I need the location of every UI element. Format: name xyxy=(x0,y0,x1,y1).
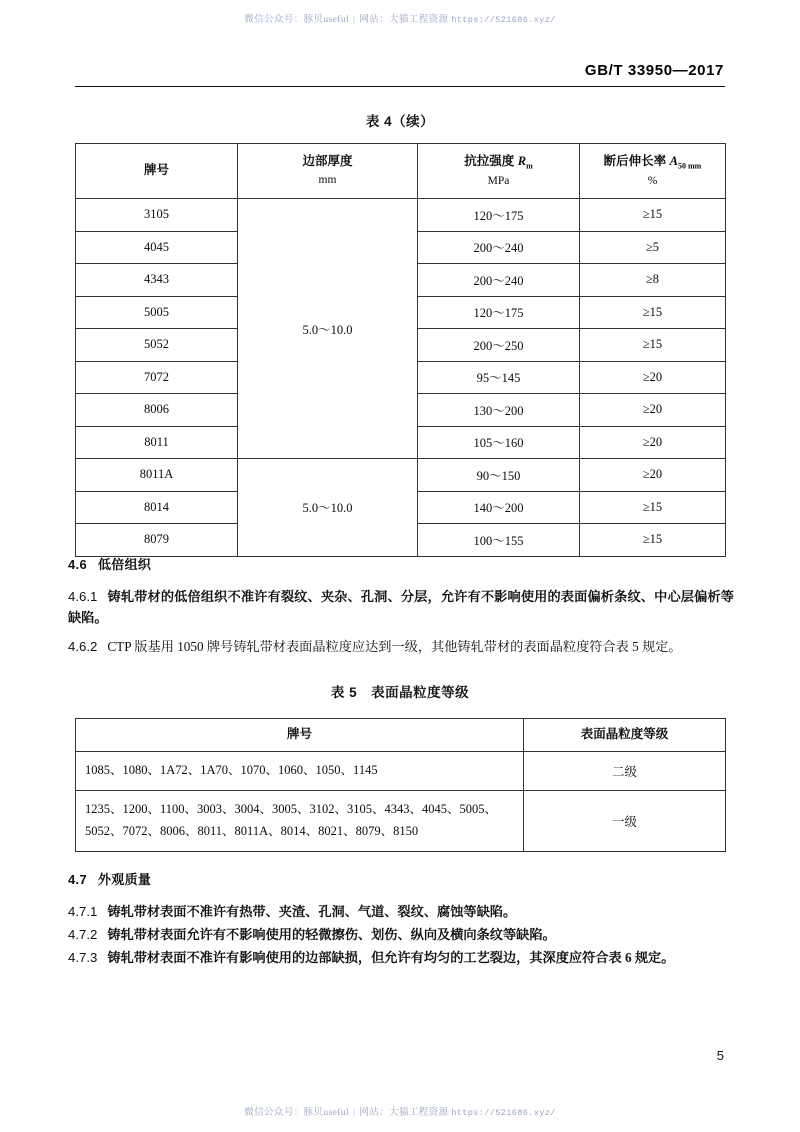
paragraph-4-6-1-number: 4.6.1 xyxy=(68,589,98,604)
watermark-separator: | xyxy=(353,1108,356,1118)
paragraph-4-7-3-text: 铸轧带材表面不准许有影响使用的边部缺损，但允许有均匀的工艺裂边，其深度应符合表 6 规定。 xyxy=(107,950,675,965)
cell-grade: 8014 xyxy=(76,491,238,524)
watermark-site: 网站：大猫工程资源 xyxy=(359,1108,449,1118)
cell-tensile: 120～175 xyxy=(418,296,580,329)
paragraph-4-7-2 xyxy=(68,924,734,945)
paragraph-4-7-1 xyxy=(68,901,734,922)
cell-grain-level: 二级 xyxy=(524,752,726,791)
table4-col-thickness-unit: mm xyxy=(318,173,337,186)
table-row xyxy=(76,199,726,232)
watermark-site: 网站：大猫工程资源 xyxy=(359,15,449,25)
cell-elongation: ≥20 xyxy=(580,459,726,492)
table4-col-grade-title: 牌号 xyxy=(143,163,169,178)
cell-tensile: 200～250 xyxy=(418,329,580,362)
cell-elongation: ≥15 xyxy=(580,524,726,557)
cell-elongation: ≥20 xyxy=(580,426,726,459)
cell-grain-level: 一级 xyxy=(524,791,726,852)
cell-grade: 8006 xyxy=(76,394,238,427)
watermark-wechat: 微信公众号：豚贝useful xyxy=(244,15,350,25)
cell-grade: 8011A xyxy=(76,459,238,492)
cell-grade-list: 1235、1200、1100、3003、3004、3005、3102、3105、4343、4045、5005、5052、7072、8006、8011、8011A、8014、8021、8079、8150 xyxy=(76,791,524,852)
cell-tensile: 120～175 xyxy=(418,199,580,232)
paragraph-4-6-1 xyxy=(68,586,734,629)
table-4-mechanical-properties xyxy=(75,143,726,557)
table4-col-thickness-title: 边部厚度 xyxy=(302,154,353,169)
table4-col-elongation-unit: % xyxy=(647,174,658,187)
table-5-surface-grain-size xyxy=(75,718,726,852)
cell-tensile: 200～240 xyxy=(418,231,580,264)
cell-elongation: ≥20 xyxy=(580,394,726,427)
cell-grade-list: 1085、1080、1A72、1A70、1070、1060、1050、1145 xyxy=(76,752,524,791)
paragraph-4-6-2-text: CTP 版基用 1050 牌号铸轧带材表面晶粒度应达到一级，其他铸轧带材的表面晶粒度符合表 5 规定。 xyxy=(107,639,682,654)
paragraph-4-7-1-number: 4.7.1 xyxy=(68,904,98,919)
section-4-7-number: 4.7 xyxy=(68,872,87,887)
cell-tensile: 130～200 xyxy=(418,394,580,427)
cell-grade: 4045 xyxy=(76,231,238,264)
cell-grade: 5052 xyxy=(76,329,238,362)
table-row xyxy=(76,459,726,492)
cell-tensile: 90～150 xyxy=(418,459,580,492)
cell-grade: 7072 xyxy=(76,361,238,394)
cell-elongation: ≥15 xyxy=(580,296,726,329)
cell-grade: 4343 xyxy=(76,264,238,297)
section-4-7-title: 外观质量 xyxy=(97,872,152,887)
watermark-bottom xyxy=(0,1104,800,1118)
watermark-url: https://521686.xyz/ xyxy=(451,1108,556,1118)
table5-header-row xyxy=(76,719,726,752)
table4-caption: 表 4（续） xyxy=(365,114,435,129)
cell-thickness-group-1: 5.0～10.0 xyxy=(238,199,418,459)
cell-tensile: 100～155 xyxy=(418,524,580,557)
table5-col-level: 表面晶粒度等级 xyxy=(524,719,726,752)
page-number: 5 xyxy=(716,1048,724,1063)
table5-caption: 表 5 表面晶粒度等级 xyxy=(330,685,470,700)
cell-elongation: ≥15 xyxy=(580,329,726,362)
table-row xyxy=(76,752,726,791)
cell-elongation: ≥20 xyxy=(580,361,726,394)
paragraph-4-7-2-number: 4.7.2 xyxy=(68,927,98,942)
paragraph-4-7-2-text: 铸轧带材表面允许有不影响使用的轻微擦伤、划伤、纵向及横向条纹等缺陷。 xyxy=(107,927,556,942)
table5-body xyxy=(76,752,726,852)
cell-elongation: ≥5 xyxy=(580,231,726,264)
cell-elongation: ≥15 xyxy=(580,199,726,232)
watermark-wechat: 微信公众号：豚贝useful xyxy=(244,1108,350,1118)
cell-elongation: ≥8 xyxy=(580,264,726,297)
section-4-6-heading xyxy=(68,554,151,573)
cell-grade: 8011 xyxy=(76,426,238,459)
watermark-url: https://521686.xyz/ xyxy=(451,15,556,25)
section-4-6-title: 低倍组织 xyxy=(97,557,152,572)
table4-col-tensile: 抗拉强度 $R_m$ MPa xyxy=(418,144,580,199)
section-4-6-number: 4.6 xyxy=(68,557,87,572)
table4-col-elongation: 断后伸长率 $A_{50 mm}$ % xyxy=(580,144,726,199)
cell-tensile: 140～200 xyxy=(418,491,580,524)
paragraph-4-7-1-text: 铸轧带材表面不准许有热带、夹渣、孔洞、气道、裂纹、腐蚀等缺陷。 xyxy=(107,904,517,919)
cell-tensile: 200～240 xyxy=(418,264,580,297)
cell-grade: 3105 xyxy=(76,199,238,232)
watermark-separator: | xyxy=(353,15,356,25)
paragraph-4-6-2-number: 4.6.2 xyxy=(68,639,98,654)
cell-elongation: ≥15 xyxy=(580,491,726,524)
header-rule xyxy=(75,86,725,87)
cell-tensile: 95～145 xyxy=(418,361,580,394)
cell-tensile: 105～160 xyxy=(418,426,580,459)
paragraph-4-6-2 xyxy=(68,636,734,657)
table4-col-thickness xyxy=(238,144,418,199)
paragraph-4-7-3-number: 4.7.3 xyxy=(68,950,98,965)
paragraph-4-6-1-text: 铸轧带材的低倍组织不准许有裂纹、夹杂、孔洞、分层，允许有不影响使用的表面偏析条纹、中心层偏析等缺陷。 xyxy=(68,589,734,626)
cell-grade: 8079 xyxy=(76,524,238,557)
table5-col-grade: 牌号 xyxy=(76,719,524,752)
running-head-standard-code: GB/T 33950—2017 xyxy=(584,62,724,79)
table4-header-row xyxy=(76,144,726,199)
table4-body xyxy=(76,199,726,557)
table-row xyxy=(76,791,726,852)
watermark-top xyxy=(0,11,800,25)
cell-thickness-group-2: 5.0～10.0 xyxy=(238,459,418,557)
table4-col-tensile-unit: MPa xyxy=(487,174,510,187)
cell-grade: 5005 xyxy=(76,296,238,329)
section-4-7-heading xyxy=(68,869,151,888)
table4-col-grade xyxy=(76,144,238,199)
paragraph-4-7-3 xyxy=(68,947,734,968)
